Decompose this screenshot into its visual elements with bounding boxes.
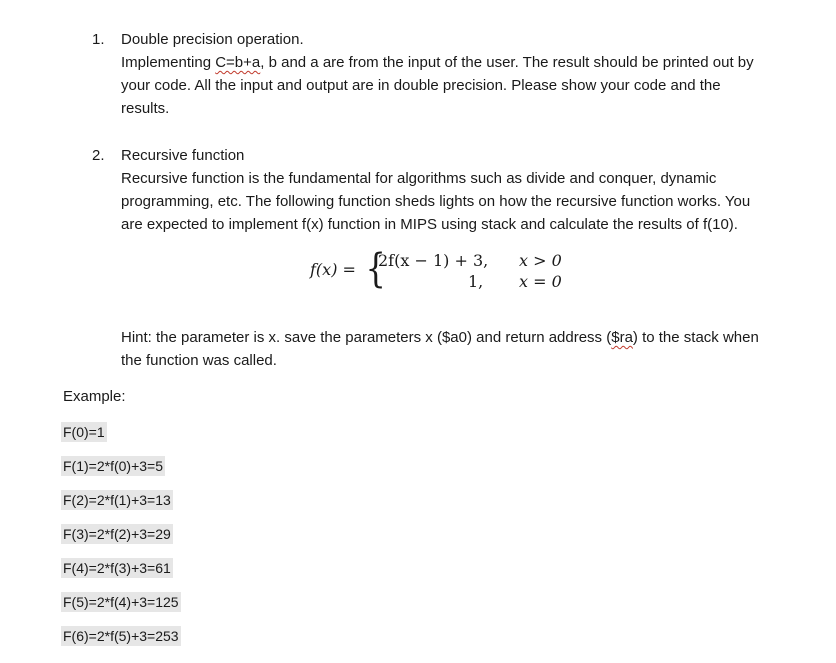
hint-line-2: the function was called. (121, 352, 277, 369)
formula-case-2-cond: x = 0 (519, 272, 562, 291)
example-item: F(6)=2*f(5)+3=253 (63, 628, 179, 644)
hint-line-1-pre: Hint: the parameter is x. save the parameters x ($a0) and return address ( (121, 329, 612, 346)
q1-line-1-post: , b and a are from the input of the user. The result should be printed out by (260, 54, 754, 71)
q1-line-1-pre: Implementing (121, 54, 216, 71)
q2-title: Recursive function (121, 147, 245, 164)
example-label: Example: (63, 388, 126, 405)
example-item: F(1)=2*f(0)+3=5 (63, 458, 163, 474)
formula-brace: { (365, 246, 386, 292)
example-item: F(5)=2*f(4)+3=125 (63, 594, 179, 610)
formula-case-1-expr: 2f(x − 1) + 3, (378, 251, 489, 270)
q2-number: 2. (92, 147, 105, 164)
formula-lhs: f(x) = (310, 260, 356, 279)
formula-case-2-expr: 1, (468, 272, 484, 291)
hint-line-1-post: ) to the stack when (632, 329, 759, 346)
q2-line-3: are expected to implement f(x) function in MIPS using stack and calculate the results of f(10). (121, 216, 738, 233)
q1-title: Double precision operation. (121, 31, 304, 48)
q1-line-3: results. (121, 100, 170, 117)
example-item: F(2)=2*f(1)+3=13 (63, 492, 171, 508)
q1-number: 1. (92, 31, 105, 48)
q1-line-2: your code. All the input and output are in double precision. Please show your code and the (121, 77, 721, 94)
q2-line-1: Recursive function is the fundamental for algorithms such as divide and conquer, dynamic (121, 170, 717, 187)
hint-line-1 (121, 327, 759, 349)
hint-line-1-squiggle: $ra (611, 329, 633, 346)
q1-line-1 (121, 52, 754, 74)
example-item: F(0)=1 (63, 424, 105, 440)
example-item: F(3)=2*f(2)+3=29 (63, 526, 171, 542)
q2-line-2: programming, etc. The following function sheds lights on how the recursive function works. You (121, 193, 751, 210)
q1-line-1-squiggle: C=b+a (215, 54, 261, 71)
formula-case-1-cond: x > 0 (519, 251, 562, 270)
example-item: F(4)=2*f(3)+3=61 (63, 560, 171, 576)
